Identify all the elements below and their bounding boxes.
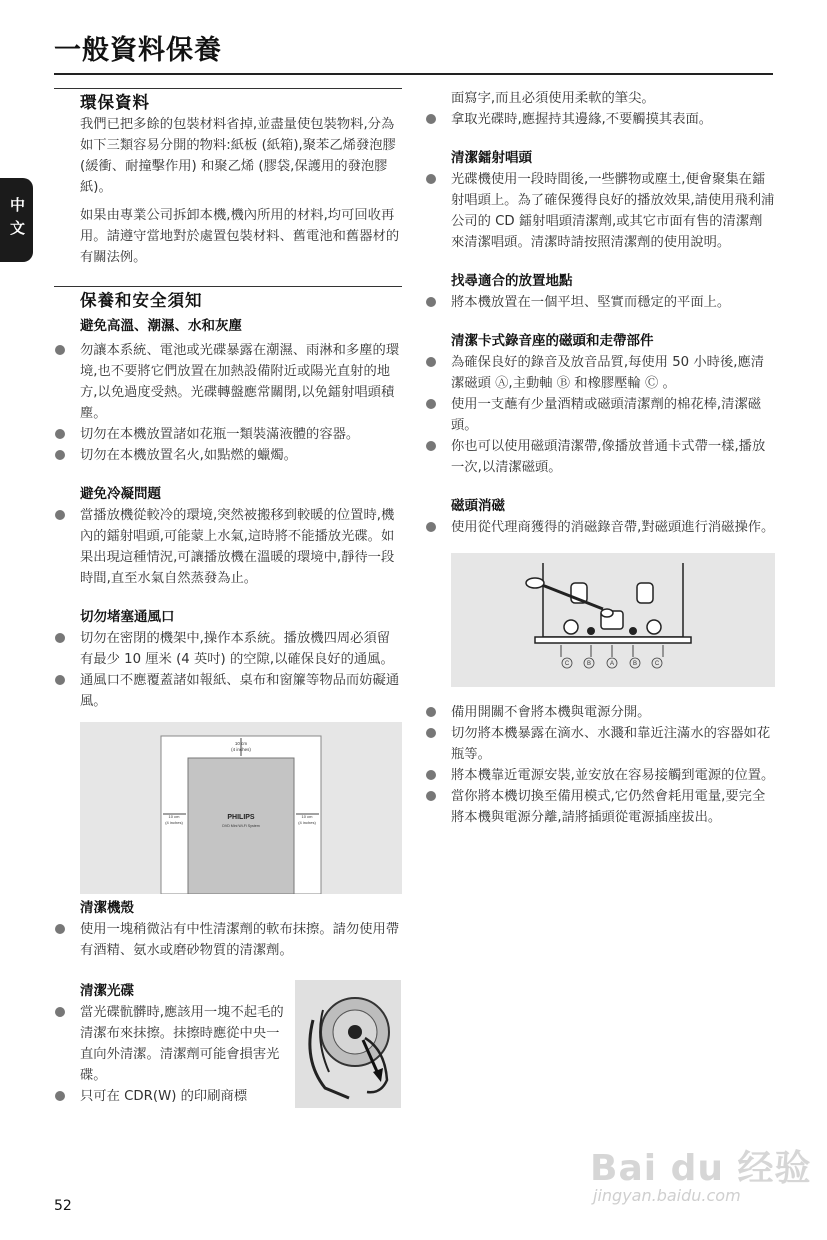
- list-item: 備用開關不會將本機與電源分開。: [425, 702, 775, 723]
- section-heading-safety: 保養和安全須知: [54, 286, 402, 312]
- section-heading-environment: 環保資料: [54, 88, 402, 114]
- list-item: 使用一塊稍微沾有中性清潔劑的軟布抹擦。請勿使用帶有酒精、氨水或磨砂物質的清潔劑。: [54, 919, 402, 961]
- list-item: 勿讓本系統、電池或光碟暴露在潮濕、雨淋和多塵的環境,也不要將它們放置在加熱設備附近或陽光直射的地方,以免過度受熱。光碟轉盤應常關閉,以免鐳射唱頭積塵。: [54, 340, 402, 424]
- right-column: [425, 88, 775, 828]
- tape-head-figure: [451, 553, 775, 687]
- left-clearance-label: 10 cm: [168, 814, 180, 819]
- page-number: 52: [54, 1198, 72, 1214]
- placement-list: [425, 292, 775, 313]
- subheading-placement: 找尋適合的放置地點: [451, 273, 573, 289]
- top-clearance-label: 10 cm: [234, 741, 248, 746]
- tape-head-diagram: [451, 553, 775, 687]
- right-clearance-label: 10 cm: [301, 814, 313, 819]
- subheading-ventilation: 切勿堵塞通風口: [80, 609, 175, 625]
- disc-cleaning-figure: [295, 980, 401, 1108]
- title-rule: [54, 73, 773, 75]
- continuation-text: 面寫字,而且必須使用柔軟的筆尖。: [451, 91, 655, 106]
- tape-list: [425, 352, 775, 478]
- list-item: 將本機靠近電源安裝,並安放在容易接觸到電源的位置。: [425, 765, 775, 786]
- list-item: 光碟機使用一段時間後,一些髒物或塵土,便會聚集在鐳射唱頭上。為了確保獲得良好的播放效果,請使用飛利浦公司的 CD 鐳射唱頭清潔劑,或其它市面有售的清潔劑來清潔唱頭。清潔時請按照清潔劑的使用說明。: [425, 169, 775, 253]
- top-clearance-inches: (4 inches): [231, 747, 251, 752]
- list-item: 當你將本機切換至備用模式,它仍然會耗用電量,要完全將本機與電源分離,請將插頭從電源插座拔出。: [425, 786, 775, 828]
- disc-cleaning-text: [54, 981, 286, 1107]
- disc-cleaning-illustration: [295, 980, 401, 1108]
- list-item: 切勿在本機放置諸如花瓶一類裝滿液體的容器。: [54, 424, 402, 445]
- label-b-left: B: [586, 661, 592, 667]
- page-title: 一般資料保養: [54, 35, 222, 66]
- language-tab: 中文: [0, 178, 33, 262]
- list-item: 使用從代理商獲得的消磁錄音帶,對磁頭進行消磁操作。: [425, 517, 775, 538]
- env-paragraph-1: 我們已把多餘的包裝材料省掉,並盡量使包裝物料,分為如下三類容易分開的物料:紙板 (紙箱),聚苯乙烯發泡膠 (緩衝、耐撞擊作用) 和聚乙烯 (膠袋,保護用的發泡膠紙)。: [80, 117, 396, 195]
- right-clearance-inches: (4 inches): [298, 820, 316, 825]
- label-c-left: C: [564, 661, 570, 667]
- demagnetize-list: [425, 517, 775, 538]
- list-item: 切勿在密閉的機架中,操作本系統。播放機四周必須留有最少 10 厘米 (4 英吋) 的空隙,以確保良好的通風。: [54, 628, 402, 670]
- label-b-right: B: [632, 661, 638, 667]
- heat-list: [54, 340, 402, 466]
- label-c-right: C: [654, 661, 660, 667]
- list-item: 只可在 CDR(W) 的印刷商標: [54, 1086, 286, 1107]
- device-model: DVD Mini Wi-Fi System: [222, 824, 260, 828]
- ventilation-list: [54, 628, 402, 712]
- cabinet-list: [54, 919, 402, 961]
- watermark-url: jingyan.baidu.com: [593, 1186, 741, 1205]
- list-item: 當光碟骯髒時,應該用一塊不起毛的清潔布來抹擦。抹擦時應從中央一直向外清潔。清潔劑可能會損害光碟。: [54, 1002, 286, 1086]
- power-list: [425, 702, 775, 828]
- condensation-list: [54, 505, 402, 589]
- subheading-condensation: 避免冷凝問題: [80, 486, 161, 502]
- device-brand: PHILIPS: [227, 814, 255, 821]
- subheading-demagnetize: 磁頭消磁: [451, 498, 505, 514]
- subheading-heat: 避免高溫、潮濕、水和灰塵: [80, 318, 242, 334]
- left-clearance-inches: (4 inches): [165, 820, 183, 825]
- subheading-tape-heads: 清潔卡式錄音座的磁頭和走帶部件: [451, 333, 654, 349]
- disc-cleaning-block: [54, 981, 402, 1121]
- list-item: 切勿將本機暴露在滴水、水濺和靠近注滿水的容器如花瓶等。: [425, 723, 775, 765]
- subheading-disc: 清潔光碟: [80, 983, 134, 999]
- list-item: 使用一支蘸有少量酒精或磁頭清潔劑的棉花棒,清潔磁頭。: [425, 394, 775, 436]
- list-item: 拿取光碟時,應握持其邊緣,不要觸摸其表面。: [425, 109, 775, 130]
- subheading-laser: 清潔鐳射唱頭: [451, 150, 532, 166]
- list-item: 將本機放置在一個平坦、堅實而穩定的平面上。: [425, 292, 775, 313]
- list-item: 切勿在本機放置名火,如點燃的蠟燭。: [54, 445, 402, 466]
- label-a: A: [609, 661, 615, 667]
- list-item: 你也可以使用磁頭清潔帶,像播放普通卡式帶一樣,播放一次,以清潔磁頭。: [425, 436, 775, 478]
- disc-list: [54, 1002, 286, 1107]
- subheading-cabinet: 清潔機殼: [80, 900, 134, 916]
- env-paragraph-2: 如果由專業公司拆卸本機,機內所用的材料,均可回收再用。請遵守當地對於處置包裝材料、舊電池和舊器材的有關法例。: [80, 208, 400, 265]
- ventilation-diagram: [80, 722, 402, 894]
- list-item: 當播放機從較冷的環境,突然被搬移到較暖的位置時,機內的鐳射唱頭,可能蒙上水氣,這時將不能播放光碟。如果出現這種情況,可讓播放機在溫暖的環境中,靜待一段時間,直至水氣自然蒸發為止。: [54, 505, 402, 589]
- handling-list: [425, 109, 775, 130]
- list-item: 為確保良好的錄音及放音品質,每使用 50 小時後,應清潔磁頭 Ⓐ,主動軸 Ⓑ 和橡膠壓輪 Ⓒ 。: [425, 352, 775, 394]
- watermark-logo: Bai du 经验: [590, 1148, 812, 1189]
- laser-list: [425, 169, 775, 253]
- ventilation-figure: [80, 722, 402, 894]
- list-item: 通風口不應覆蓋諸如報紙、桌布和窗簾等物品而妨礙通風。: [54, 670, 402, 712]
- left-column: [54, 88, 402, 1121]
